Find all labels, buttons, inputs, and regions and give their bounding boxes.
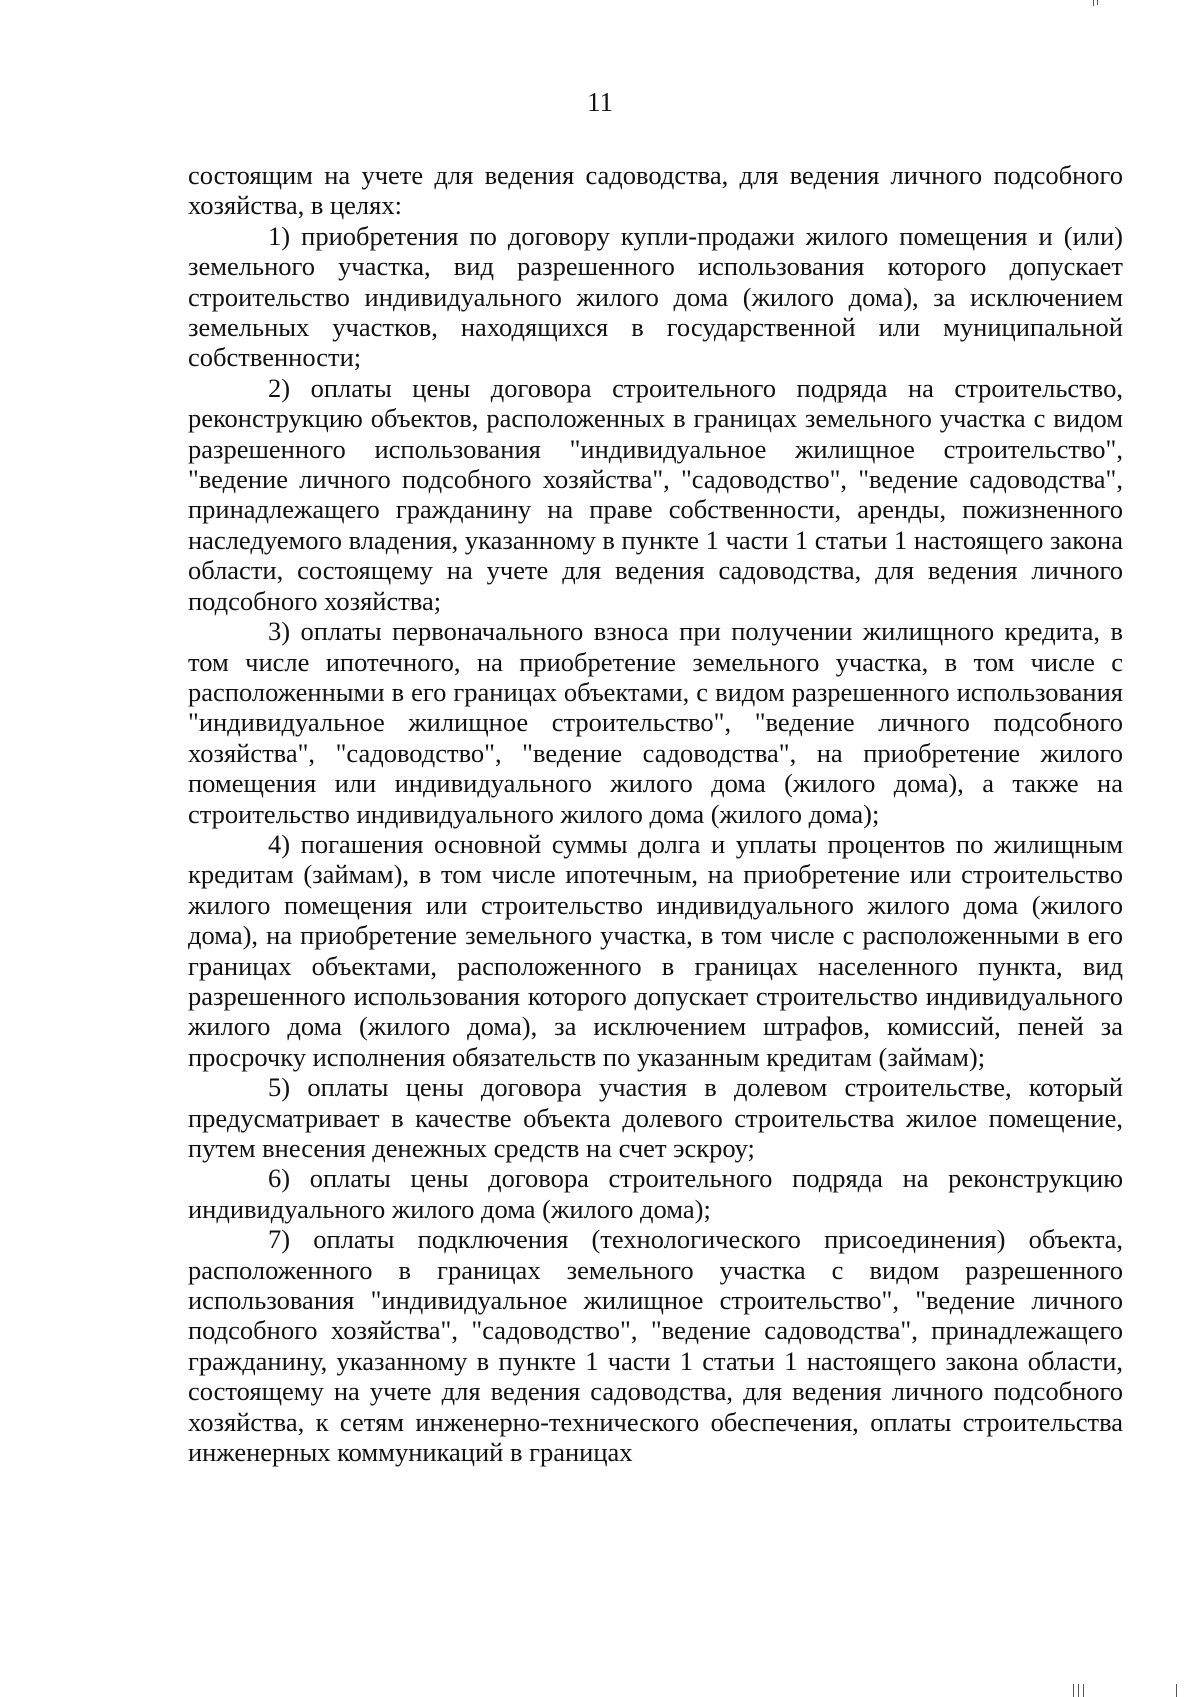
list-item-3: 3) оплаты первоначального взноса при получении жилищного кредита, в том числе ипотечного, на приобретение земельного участка, в том числе с расположенными в его границах объектами, с видом разрешенного использования "индивидуальное жилищное строительство", "ведение личного подсобного хозяйства", "садоводство", "ведение садоводства", на приобретение жилого помещения или индивидуального жилого дома (жилого дома), а также на строительство индивидуального жилого дома (жилого дома); bbox=[188, 616, 1123, 829]
scan-mark-top-right bbox=[1093, 0, 1094, 6]
scan-mark-bottom-2 bbox=[1078, 1684, 1079, 1697]
scan-mark-bottom-4 bbox=[1176, 1684, 1177, 1697]
list-item-4: 4) погашения основной суммы долга и уплаты процентов по жилищным кредитам (займам), в том числе ипотечным, на приобретение или строительство жилого помещения или строительство индивидуального жилого дома (жилого дома), на приобретение земельного участка, в том числе с расположенными в его границах объектами, расположенного в границах населенного пункта, вид разрешенного использования которого допускает строительство индивидуального жилого дома (жилого дома), за исключением штрафов, комиссий, пеней за просрочку исполнения обязательств по указанным кредитам (займам); bbox=[188, 828, 1123, 1072]
list-item-7: 7) оплаты подключения (технологического присоединения) объекта, расположенного в границах земельного участка с видом разрешенного использования "индивидуальное жилищное строительство", "ведение личного подсобного хозяйства", "садоводство", "ведение садоводства", принадлежащего гражданину, указанному в пункте 1 части 1 статьи 1 настоящего закона области, состоящему на учете для ведения садоводства, для ведения личного подсобного хозяйства, к сетям инженерно-технического обеспечения, оплаты строительства инженерных коммуникаций в границах bbox=[188, 1224, 1123, 1468]
page-number: 11 bbox=[587, 87, 613, 117]
list-item-5: 5) оплаты цены договора участия в долевом строительстве, который предусматривает в качестве объекта долевого строительства жилое помещение, путем внесения денежных средств на счет эскроу; bbox=[188, 1072, 1123, 1163]
list-item-1: 1) приобретения по договору купли-продажи жилого помещения и (или) земельного участка, вид разрешенного использования которого допускает строительство индивидуального жилого дома (жилого дома), за исключением земельных участков, находящихся в государственной или муниципальной собственности; bbox=[188, 220, 1123, 373]
list-item-2: 2) оплаты цены договора строительного подряда на строительство, реконструкцию объектов, расположенных в границах земельного участка с видом разрешенного использования "индивидуальное жилищное строительство", "ведение личного подсобного хозяйства", "садоводство", "ведение садоводства", принадлежащего гражданину на праве собственности, аренды, пожизненного наследуемого владения, указанному в пункте 1 части 1 статьи 1 настоящего закона области, состоящему на учете для ведения садоводства, для ведения личного подсобного хозяйства; bbox=[188, 372, 1123, 616]
scan-mark-top-right-2 bbox=[1097, 0, 1098, 5]
scan-mark-bottom-3 bbox=[1083, 1684, 1084, 1697]
intro-paragraph: состоящим на учете для ведения садоводства, для ведения личного подсобного хозяйства, в целях: bbox=[188, 160, 1123, 221]
scan-mark-bottom-1 bbox=[1073, 1684, 1074, 1697]
list-item-6: 6) оплаты цены договора строительного подряда на реконструкцию индивидуального жилого дома (жилого дома); bbox=[188, 1163, 1123, 1224]
document-body bbox=[188, 160, 1123, 1467]
